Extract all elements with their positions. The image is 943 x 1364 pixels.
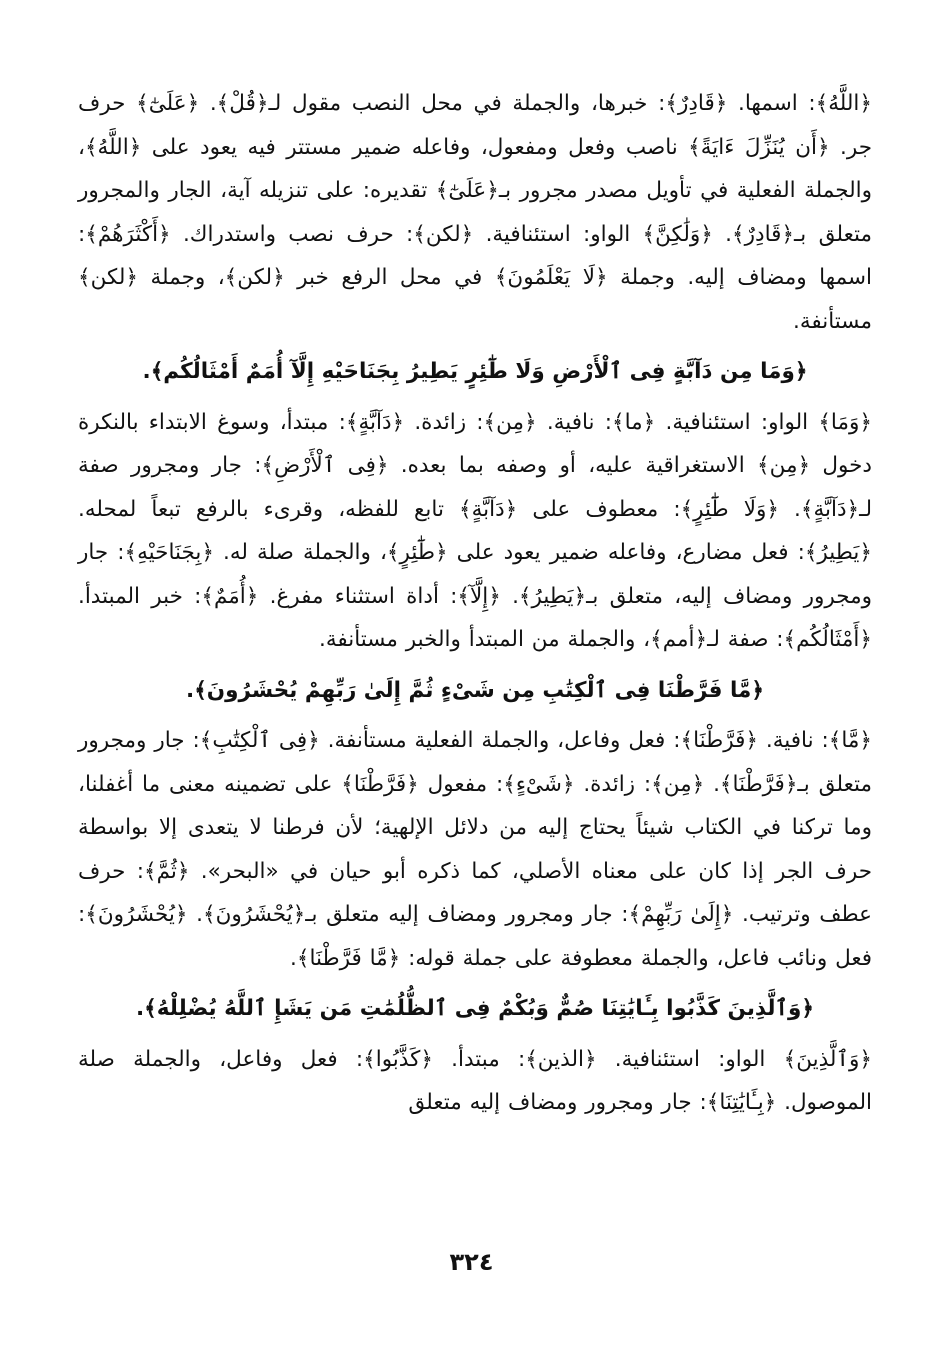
paragraph-1: ﴿اللَّهُ﴾: اسمها. ﴿قَادِرٌ﴾: خبرها، والجملة في محل النصب مقول لـ﴿قُلْ﴾. ﴿عَلَىٰٓ﴾ حرف جر. ﴿أَن يُنَزِّلَ ءَايَةً﴾ ناصب وفعل ومفعول، وفاعله ضمير مستتر فيه يعود على ﴿اللَّهُ﴾، والجملة الفعلية في تأويل مصدر مجرور بـ﴿عَلَىٰٓ﴾ تقديره: على تنزيله آية، الجار والمجرور متعلق بـ﴿قَادِرٌ﴾. ﴿وَلَٰكِنَّ﴾ الواو: استئنافية. ﴿لكن﴾: حرف نصب واستدراك. ﴿أَكْثَرَهُمْ﴾: اسمها ومضاف إليه. وجملة ﴿لَا يَعْلَمُونَ﴾ في محل الرفع خبر ﴿لكن﴾، وجملة ﴿لكن﴾ مستأنفة. [78, 91, 873, 334]
quran-verse-1: ﴿وَمَا مِن دَآبَّةٍ فِى ٱلْأَرْضِ وَلَا طَٰٓئِرٍ يَطِيرُ بِجَنَاحَيْهِ إِلَّآ أُمَمٌ أَمْثَالُكُم﴾. [142, 359, 808, 384]
paragraph-3: ﴿مَّا﴾: نافية. ﴿فَرَّطْنَا﴾: فعل وفاعل، والجملة الفعلية مستأنفة. ﴿فِى ٱلْكِتَٰبِ﴾: جار ومجرور متعلق بـ﴿فَرَّطْنَا﴾. ﴿مِن﴾: زائدة. ﴿شَىْءٍ﴾: مفعول ﴿فَرَّطْنَا﴾ على تضمينه معنى ما أغفلنا، وما تركنا في الكتاب شيئاً يحتاج إليه من دلائل الإلهية؛ لأن فرطنا لا يتعدى إلا بواسطة حرف الجر إذا كان على معناه الأصلي، كما ذكره أبو حيان في «البحر». ﴿ثُمَّ﴾: حرف عطف وترتيب. ﴿إِلَىٰ رَبِّهِمْ﴾: جار ومجرور ومضاف إليه متعلق بـ﴿يُحْشَرُونَ﴾. ﴿يُحْشَرُونَ﴾: فعل ونائب فاعل، والجملة معطوفة على جملة قوله: ﴿مَّا فَرَّطْنَا﴾. [78, 728, 872, 971]
paragraph-2: ﴿وَمَا﴾ الواو: استئنافية. ﴿ما﴾: نافية. ﴿مِن﴾: زائدة. ﴿دَآبَّةٍ﴾: مبتدأ، وسوغ الابتداء بالنكرة دخول ﴿مِن﴾ الاستغراقية عليه، أو وصفه بما بعده. ﴿فِى ٱلْأَرْضِ﴾: جار ومجرور صفة لـ﴿دَآبَّةٍ﴾. ﴿وَلَا طَٰٓئِرٍ﴾: معطوف على ﴿دَآبَّةٍ﴾ تابع للفظه، وقرىء بالرفع تبعاً لمحله. ﴿يَطِيرُ﴾: فعل مضارع، وفاعله ضمير يعود على ﴿طَٰٓئِرٍ﴾، والجملة صلة له. ﴿بِجَنَاحَيْهِ﴾: جار ومجرور ومضاف إليه، متعلق بـ﴿يَطِيرُ﴾. ﴿إِلَّآ﴾: أداة استثناء مفرغ. ﴿أُمَمٌ﴾: خبر المبتدأ. ﴿أَمْثَالُكُم﴾: صفة لـ﴿أمم﴾، والجملة من المبتدأ والخبر مستأنفة. [78, 409, 872, 652]
body-text [78, 82, 872, 1125]
quran-verse-3: ﴿وَٱلَّذِينَ كَذَّبُوا بِـَٔايَٰتِنَا صُمٌّ وَبُكْمٌ فِى ٱلظُّلُمَٰتِ مَن يَشَإِ ٱللَّهُ يُضْلِلْهُ﴾. [136, 996, 814, 1021]
page-number: ٣٢٤ [449, 1248, 494, 1276]
paragraph-4: ﴿وَٱلَّذِينَ﴾ الواو: استئنافية. ﴿الذين﴾: مبتدأ. ﴿كَذَّبُوا﴾: فعل وفاعل، والجملة صلة الموصول. ﴿بِـَٔايَٰتِنَا﴾: جار ومجرور ومضاف إليه متعلق [78, 1046, 872, 1115]
quran-verse-2: ﴿مَّا فَرَّطْنَا فِى ٱلْكِتَٰبِ مِن شَىْءٍ ثُمَّ إِلَىٰ رَبِّهِمْ يُحْشَرُونَ﴾. [186, 677, 764, 703]
